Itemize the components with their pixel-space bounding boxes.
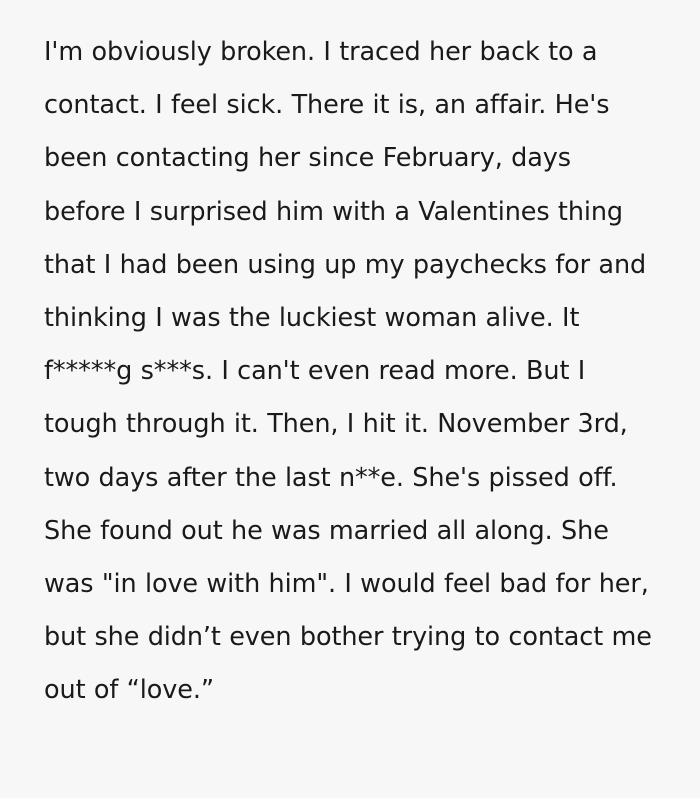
- story-body-text: I'm obviously broken. I traced her back to a contact. I feel sick. There it is, an affair. He's been contacting her since February, days before I surprised him with a Valentines thing that I had been using up my paychecks for and thinking I was the luckiest woman alive. It f*****g s***s. I can't even read more. But I tough through it. Then, I hit it. November 3rd, two days after the last n**e. She's pissed off. She found out he was married all along. She was "in love with him". I would feel bad for her, but she didn’t even bother trying to contact me out of “love.”: [44, 37, 661, 706]
